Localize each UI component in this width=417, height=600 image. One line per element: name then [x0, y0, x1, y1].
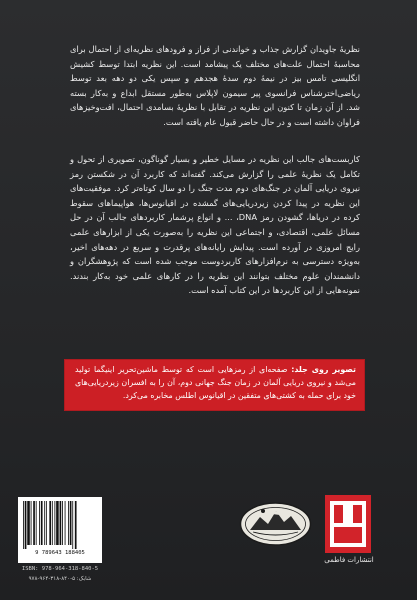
body-paragraph-2	[70, 152, 360, 298]
cover-note-heading: تصویر روی جلد:	[291, 365, 356, 374]
barcode	[18, 497, 102, 563]
publisher-logo-icon	[323, 493, 373, 555]
barcode-number: 9 789643 188405	[35, 550, 85, 556]
publisher-name: انتشارات فاطمی	[324, 556, 374, 564]
cover-note-text: صفحه‌ای از رمزهایی است که توسط ماشین‌تحریر اینیگما تولید می‌شد و نیروی دریایی آلمان در زمان جنگ جهانی دوم، آن را به افسران زیردریایی‌های خود برای حمله به کشتی‌های متفقین در اقیانوس اطلس مخابره می‌کرد.	[75, 365, 356, 400]
paragraph-text: کاربست‌های جالب این نظریه در مسایل خطیر و بسیار گوناگون، تصویری از تحول و تکامل یک نظریهٔ علمی را گزارش می‌کند. گفته‌اند که کاربرد آن در شکستن رمز نیروی دریایی آلمان در جنگ‌های دوم مدت جنگ را دو سال کوتاه‌تر کرد. موفقیت‌های این نظریه در پیدا کردن زیردریایی‌های گمشده در اقیانوس‌ها، هواپیماهای سقوط کرده در دریاها، گشودن رمز DNA، ... و انواع پرشمار کاربردهای جالب آن در حل مسائل علمی، اقتصادی، و اجتماعی این نظریه را به‌صورت یکی از ابزارهای علمی رایج امروزی در آورده است. پیدایش رایانه‌های پرقدرت و سریع در دهه‌های اخیر، به‌ویژه دسترسی به نرم‌افزارهای کاربردوست موجب شده است که پژوهشگران و دانشمندان علوم مختلف بتوانند این نظریه را در کارهای علمی خود به‌کار بندند. نمونه‌هایی از این کاربردها در این کتاب آمده است.	[70, 154, 361, 296]
paragraph-text: نظریهٔ جاویدان گزارش جذاب و خواندنی از فراز و فرودهای نظریه‌ای از احتمال برای محاسبهٔ احتمال علت‌های مختلف یک پیشامد است. این نظریه ابتدا توسط کشیش انگلیسی تامس بیز در نیمهٔ دوم سدهٔ هجدهم و سپس یکی دو دهه بعد توسط ریاضی‌اخترشناس فرانسوی پیر سیمون لاپلاس به‌طور مستقل ابداع و به‌کار بسته شد. از آن زمان تا کنون این نظریه در تقابل با نظریهٔ بسامدی احتمال، افت‌وخیزهای فراوان داشته است و در حال حاضر قبول عام یافته است.	[70, 44, 360, 127]
isbn-persian: شابک: ۵-۸۴۰-۳۱۸-۹۶۴-۹۷۸	[28, 576, 92, 582]
bookshop-emblem-icon	[238, 500, 313, 548]
barcode-bars-icon	[22, 501, 98, 549]
isbn-latin: ISBN: 978-964-318-840-5	[21, 566, 99, 572]
body-paragraph-1	[70, 42, 360, 130]
cover-image-note	[64, 359, 365, 411]
